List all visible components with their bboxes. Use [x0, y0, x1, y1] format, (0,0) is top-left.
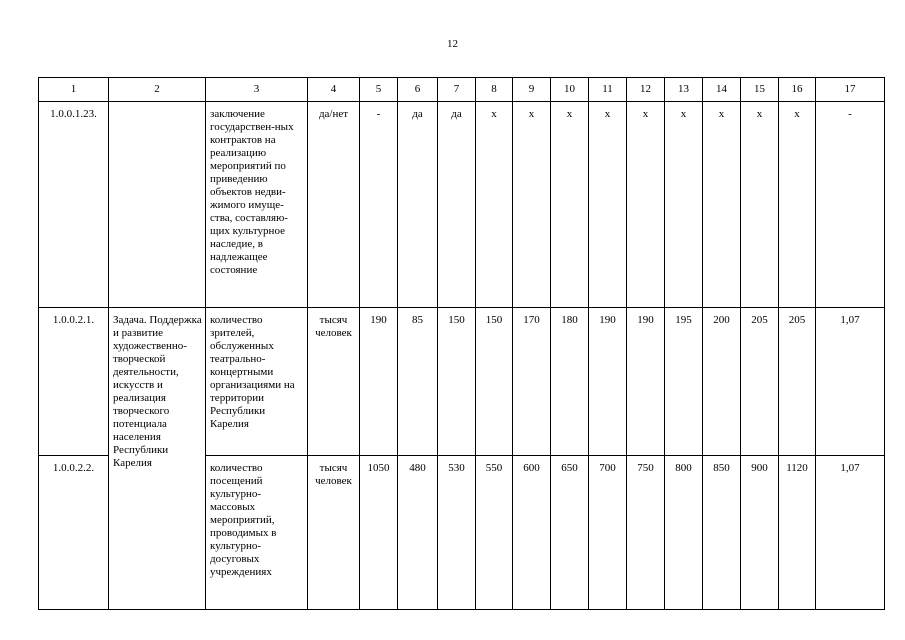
- header-cell: 17: [816, 78, 885, 102]
- value-cell: x: [627, 102, 665, 308]
- value-cell: 150: [476, 308, 513, 456]
- value-cell: 1,07: [816, 456, 885, 610]
- value-cell: -: [360, 102, 398, 308]
- value-cell: 205: [779, 308, 816, 456]
- value-cell: 850: [703, 456, 741, 610]
- header-cell: 4: [308, 78, 360, 102]
- value-cell: 190: [360, 308, 398, 456]
- header-cell: 15: [741, 78, 779, 102]
- value-cell: x: [513, 102, 551, 308]
- value-cell: 200: [703, 308, 741, 456]
- value-cell: 190: [627, 308, 665, 456]
- indicator-cell: количество зрителей, обслуженных театрально-концертными организациями на территории Республики Карелия: [206, 308, 308, 456]
- unit-cell: тысяч человек: [308, 456, 360, 610]
- value-cell: 650: [551, 456, 589, 610]
- value-cell: 190: [589, 308, 627, 456]
- header-cell: 12: [627, 78, 665, 102]
- value-cell: 195: [665, 308, 703, 456]
- value-cell: x: [476, 102, 513, 308]
- header-cell: 16: [779, 78, 816, 102]
- page-number: 12: [447, 38, 458, 50]
- header-cell: 10: [551, 78, 589, 102]
- value-cell: да: [398, 102, 438, 308]
- value-cell: x: [589, 102, 627, 308]
- table-row: [39, 308, 885, 456]
- header-cell: 8: [476, 78, 513, 102]
- value-cell: x: [779, 102, 816, 308]
- value-cell: x: [665, 102, 703, 308]
- value-cell: 85: [398, 308, 438, 456]
- value-cell: -: [816, 102, 885, 308]
- table-row: [39, 102, 885, 308]
- value-cell: 1050: [360, 456, 398, 610]
- value-cell: 800: [665, 456, 703, 610]
- indicator-cell: количество посещений культурно-массовых мероприятий, проводимых в культурно-досуговых учреждениях: [206, 456, 308, 610]
- indicator-cell: заключение государствен-ных контрактов на реализацию мероприятий по приведению объектов недви-жимого имуще-ства, составляю-щих культурное наследие, в надлежащее состояние: [206, 102, 308, 308]
- value-cell: x: [741, 102, 779, 308]
- indicators-table: [38, 77, 885, 610]
- value-cell: 900: [741, 456, 779, 610]
- value-cell: 205: [741, 308, 779, 456]
- value-cell: 530: [438, 456, 476, 610]
- header-cell: 9: [513, 78, 551, 102]
- value-cell: 550: [476, 456, 513, 610]
- header-cell: 6: [398, 78, 438, 102]
- value-cell: 600: [513, 456, 551, 610]
- header-cell: 11: [589, 78, 627, 102]
- header-cell: 13: [665, 78, 703, 102]
- value-cell: 150: [438, 308, 476, 456]
- unit-cell: да/нет: [308, 102, 360, 308]
- header-cell: 3: [206, 78, 308, 102]
- header-cell: 5: [360, 78, 398, 102]
- table-header-row: [39, 78, 885, 102]
- code-cell: 1.0.0.2.1.: [39, 308, 109, 456]
- task-cell: [109, 102, 206, 308]
- task-cell: Задача. Поддержка и развитие художественно-творческой деятельности, искусств и реализация творческого потенциала населения Республики Карелия: [109, 308, 206, 610]
- value-cell: x: [551, 102, 589, 308]
- value-cell: 700: [589, 456, 627, 610]
- header-cell: 1: [39, 78, 109, 102]
- value-cell: 480: [398, 456, 438, 610]
- value-cell: 180: [551, 308, 589, 456]
- value-cell: 170: [513, 308, 551, 456]
- code-cell: 1.0.0.2.2.: [39, 456, 109, 610]
- header-cell: 14: [703, 78, 741, 102]
- header-cell: 7: [438, 78, 476, 102]
- value-cell: x: [703, 102, 741, 308]
- value-cell: да: [438, 102, 476, 308]
- value-cell: 750: [627, 456, 665, 610]
- code-cell: 1.0.0.1.23.: [39, 102, 109, 308]
- header-cell: 2: [109, 78, 206, 102]
- value-cell: 1120: [779, 456, 816, 610]
- value-cell: 1,07: [816, 308, 885, 456]
- unit-cell: тысяч человек: [308, 308, 360, 456]
